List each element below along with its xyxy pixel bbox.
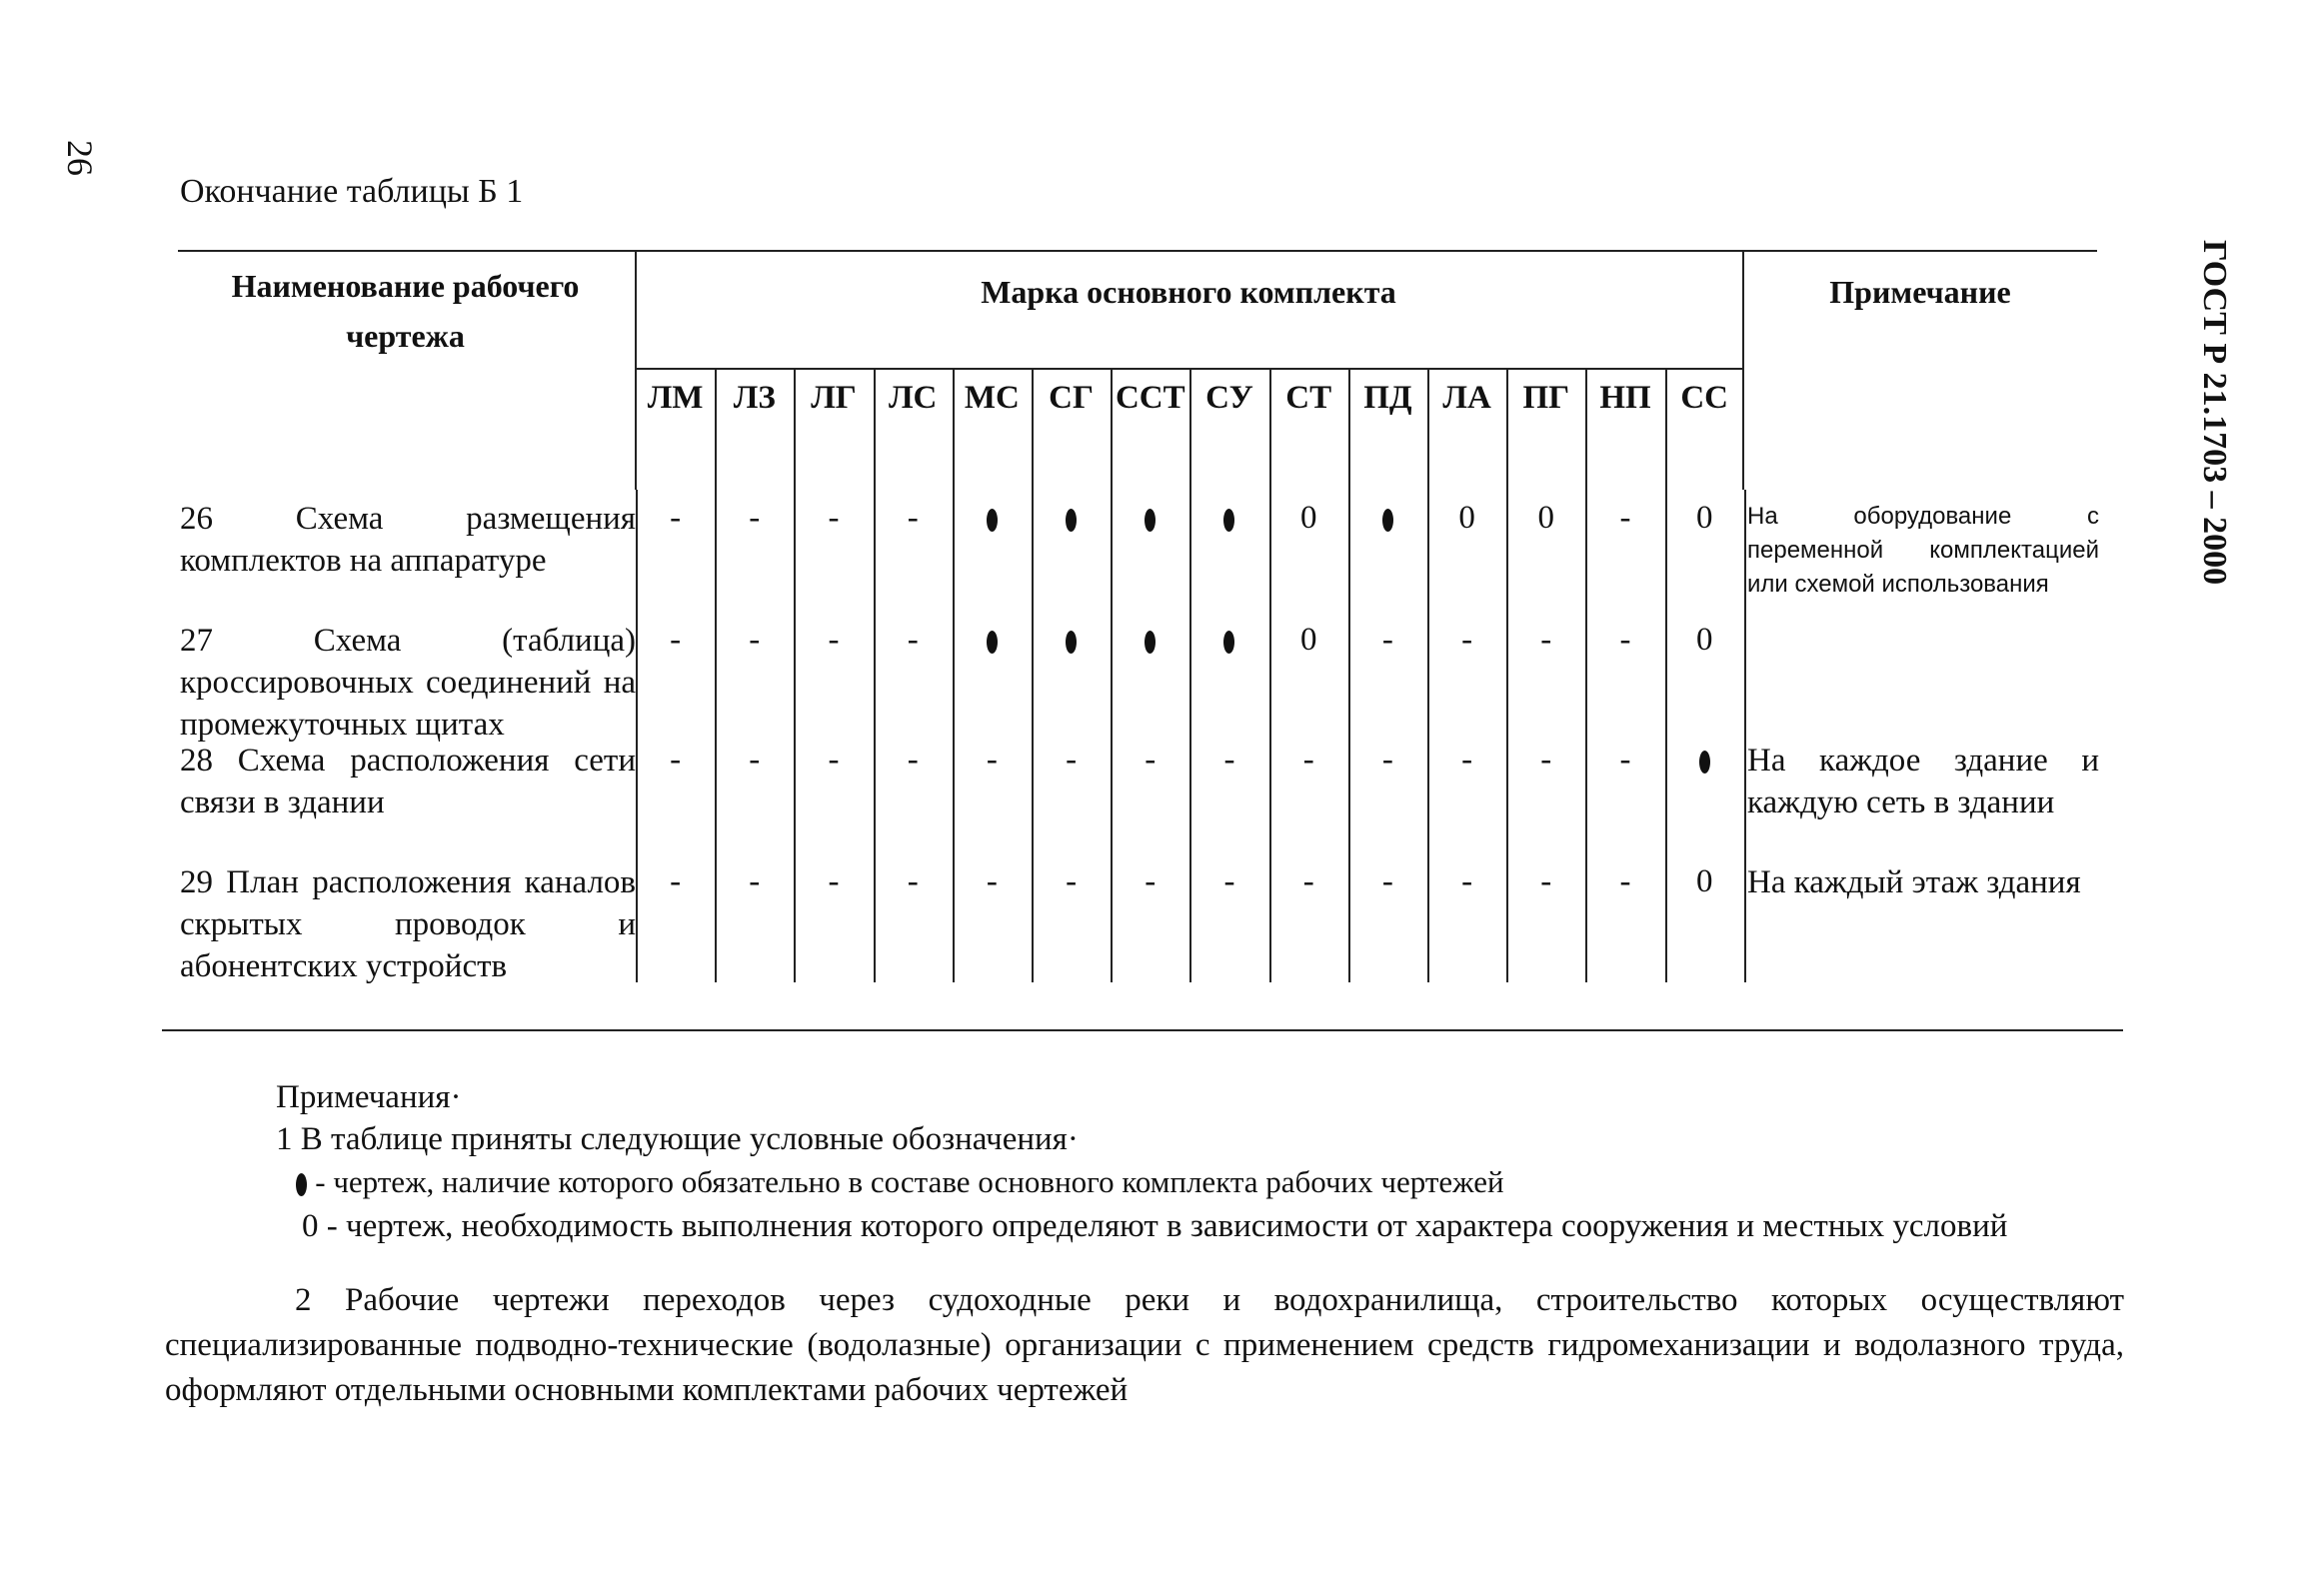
filled-dot-icon [1223, 509, 1234, 532]
row-drawing-name: 28 Схема расположения сети связи в здании [180, 743, 636, 820]
column-code: ПД [1363, 380, 1412, 416]
mandatory-mark [1665, 744, 1744, 777]
mandatory-mark [953, 502, 1032, 535]
optional-mark: 0 [1695, 863, 1713, 899]
not-applicable-mark: - [828, 622, 840, 658]
column-code: НП [1599, 380, 1651, 416]
not-applicable-mark: - [670, 622, 682, 658]
column-code: ПГ [1522, 380, 1570, 416]
not-applicable-mark: - [1381, 742, 1393, 778]
not-applicable-mark: - [1461, 863, 1473, 899]
not-applicable-mark: - [907, 622, 919, 658]
row-drawing-name: 27 Схема (таблица) кроссировочных соединений на промежуточных щитах [180, 623, 636, 743]
optional-mark: 0 [1458, 500, 1475, 536]
not-applicable-mark: - [1461, 742, 1473, 778]
row-note: На оборудование с переменной комплектацией или схемой использования [1747, 503, 2099, 598]
optional-mark: 0 [1537, 500, 1555, 536]
mandatory-mark [1032, 624, 1111, 657]
header-group-divider [635, 368, 1742, 370]
column-code: ЛЗ [733, 380, 776, 416]
filled-dot-icon [987, 509, 998, 532]
not-applicable-mark: - [670, 742, 682, 778]
header-note-text: Примечание [1829, 274, 2011, 310]
standard-designation: ГОСТ Р 21.1703 – 2000 [2196, 240, 2233, 586]
header-main-set-mark [636, 268, 1741, 318]
column-code: СГ [1049, 380, 1094, 416]
not-applicable-mark: - [749, 622, 761, 658]
not-applicable-mark: - [907, 500, 919, 536]
mandatory-mark [953, 624, 1032, 657]
not-applicable-mark: - [1540, 742, 1552, 778]
mandatory-mark [1032, 502, 1111, 535]
column-separator [636, 490, 638, 982]
not-applicable-mark: - [907, 742, 919, 778]
row-note: На каждый этаж здания [1747, 864, 2081, 900]
optional-mark: 0 [1299, 500, 1317, 536]
row-drawing-name: 26 Схема размещения комплектов на аппаратуре [180, 501, 636, 579]
column-separator [1744, 490, 1746, 982]
column-code: СУ [1205, 380, 1253, 416]
column-code: ЛА [1442, 380, 1491, 416]
header-note [1743, 268, 2097, 318]
not-applicable-mark: - [828, 500, 840, 536]
not-applicable-mark: - [1223, 863, 1235, 899]
filled-dot-icon [1066, 509, 1077, 532]
column-code: МС [964, 380, 1020, 416]
notes-item-1: 1 В таблице приняты следующие условные обозначения· [276, 1121, 1079, 1157]
table-top-rule [178, 250, 2097, 252]
column-code: ЛС [888, 380, 938, 416]
not-applicable-mark: - [1145, 863, 1157, 899]
table-bottom-rule [162, 1029, 2123, 1031]
not-applicable-mark: - [1619, 742, 1631, 778]
page-number: 26 [60, 140, 100, 176]
row-note: На каждое здание и каждую сеть в здании [1747, 743, 2099, 820]
table-caption: Окончание таблицы Б 1 [180, 173, 524, 210]
not-applicable-mark: - [1461, 622, 1473, 658]
column-code: СС [1680, 380, 1729, 416]
legend-filled [296, 1162, 1504, 1203]
not-applicable-mark: - [749, 500, 761, 536]
not-applicable-mark: - [1540, 622, 1552, 658]
optional-mark: 0 [1299, 622, 1317, 658]
not-applicable-mark: - [1381, 622, 1393, 658]
not-applicable-mark: - [1066, 863, 1078, 899]
not-applicable-mark: - [1619, 863, 1631, 899]
mandatory-mark [1189, 624, 1268, 657]
not-applicable-mark: - [1145, 742, 1157, 778]
column-code: ЛМ [647, 380, 704, 416]
not-applicable-mark: - [1223, 742, 1235, 778]
not-applicable-mark: - [749, 742, 761, 778]
not-applicable-mark: - [1302, 742, 1314, 778]
notes-title: Примечания· [276, 1079, 462, 1115]
header-drawing-name-text: Наименование рабочего чертежа [231, 268, 580, 354]
optional-mark: 0 [1695, 500, 1713, 536]
mandatory-mark [1111, 502, 1189, 535]
mandatory-mark [1111, 624, 1189, 657]
filled-dot-icon [1145, 509, 1156, 532]
column-code: СТ [1285, 380, 1332, 416]
filled-dot-icon [987, 631, 998, 654]
legend-zero: 0 - чертеж, необходимость выполнения которого определяют в зависимости от характера сооружения и местных условий [302, 1208, 2008, 1244]
row-drawing-name: 29 План расположения каналов скрытых проводок и абонентских устройств [180, 864, 636, 984]
not-applicable-mark: - [1381, 863, 1393, 899]
not-applicable-mark: - [828, 863, 840, 899]
optional-mark: 0 [1695, 622, 1713, 658]
not-applicable-mark: - [828, 742, 840, 778]
not-applicable-mark: - [1619, 622, 1631, 658]
not-applicable-mark: - [986, 742, 998, 778]
notes-item-2: 2 Рабочие чертежи переходов через судоходные реки и водохранилища, строительство которых осуществляют специализированные подводно-технические (водолазные) организации с применением средств гидромеханизации и водолазного труда, оформляют отдельными основными комплектами рабочих чертежей [165, 1282, 2124, 1408]
column-code: ЛГ [811, 380, 857, 416]
not-applicable-mark: - [1619, 500, 1631, 536]
filled-dot-icon [1382, 509, 1393, 532]
mandatory-mark [1348, 502, 1427, 535]
filled-dot-icon [1223, 631, 1234, 654]
filled-dot-icon [1699, 751, 1710, 774]
not-applicable-mark: - [986, 863, 998, 899]
not-applicable-mark: - [1540, 863, 1552, 899]
column-code: ССТ [1115, 380, 1185, 416]
mandatory-mark [1189, 502, 1268, 535]
not-applicable-mark: - [907, 863, 919, 899]
not-applicable-mark: - [1302, 863, 1314, 899]
not-applicable-mark: - [670, 500, 682, 536]
filled-dot-icon [1145, 631, 1156, 654]
legend-filled-text: - чертеж, наличие которого обязательно в составе основного комплекта рабочих чертежей [315, 1164, 1504, 1199]
filled-dot-icon [296, 1173, 307, 1196]
header-drawing-name [178, 262, 633, 361]
header-main-set-mark-text: Марка основного комплекта [981, 274, 1396, 310]
not-applicable-mark: - [1066, 742, 1078, 778]
filled-dot-icon [1066, 631, 1077, 654]
not-applicable-mark: - [749, 863, 761, 899]
not-applicable-mark: - [670, 863, 682, 899]
